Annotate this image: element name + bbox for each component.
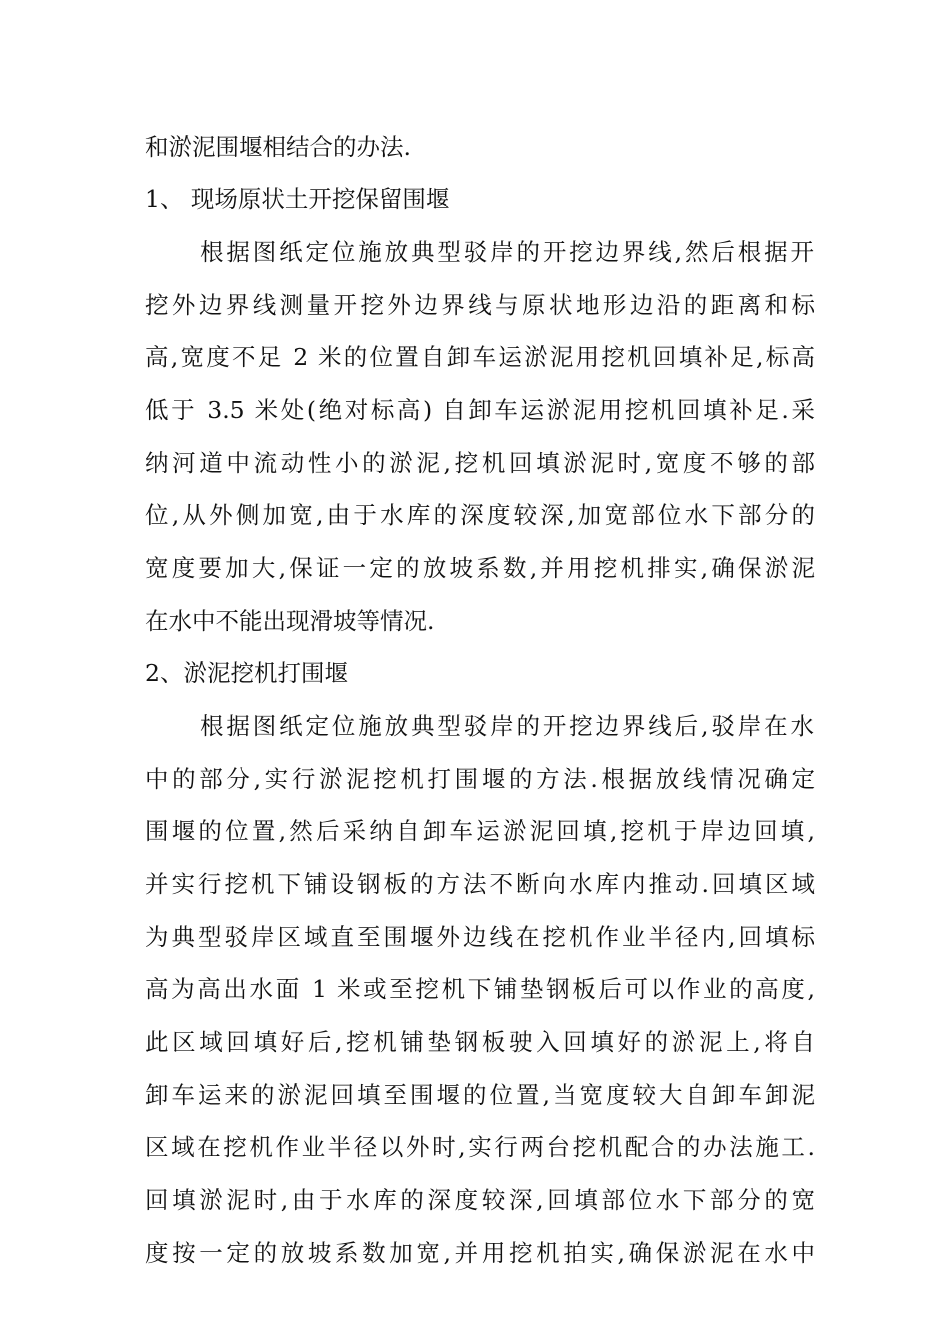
text-line: 中的部分,实行淤泥挖机打围堰的方法.根据放线情况确定 <box>145 765 815 793</box>
text-line: 根据图纸定位施放典型驳岸的开挖边界线后,驳岸在水 <box>200 712 814 740</box>
text-line: 高,宽度不足 2 米的位置自卸车运淤泥用挖机回填补足,标高 <box>145 343 815 371</box>
text-line: 为典型驳岸区域直至围堰外边线在挖机作业半径内,回填标 <box>145 923 815 951</box>
text-line: 卸车运来的淤泥回填至围堰的位置,当宽度较大自卸车卸泥 <box>145 1081 815 1109</box>
text-line: 挖外边界线测量开挖外边界线与原状地形边沿的距离和标 <box>145 291 815 319</box>
text-line: 并实行挖机下铺设钢板的方法不断向水库内推动.回填区域 <box>145 870 815 898</box>
section-heading-1: 1、 现场原状土开挖保留围堰 <box>145 185 450 213</box>
text-line: 度按一定的放坡系数加宽,并用挖机拍实,确保淤泥在水中 <box>145 1239 815 1267</box>
text-line: 围堰的位置,然后采纳自卸车运淤泥回填,挖机于岸边回填, <box>145 817 815 845</box>
text-line: 区域在挖机作业半径以外时,实行两台挖机配合的办法施工. <box>145 1133 815 1161</box>
text-line: 位,从外侧加宽,由于水库的深度较深,加宽部位水下部分的 <box>145 501 815 529</box>
section-heading-2: 2、淤泥挖机打围堰 <box>145 659 348 687</box>
text-line: 和淤泥围堰相结合的办法. <box>145 133 411 161</box>
text-line: 此区域回填好后,挖机铺垫钢板驶入回填好的淤泥上,将自 <box>145 1028 815 1056</box>
text-line: 在水中不能出现滑坡等情况. <box>145 607 435 635</box>
text-line: 根据图纸定位施放典型驳岸的开挖边界线,然后根据开 <box>200 238 814 266</box>
text-line: 宽度要加大,保证一定的放坡系数,并用挖机排实,确保淤泥 <box>145 554 815 582</box>
text-line: 高为高出水面 1 米或至挖机下铺垫钢板后可以作业的高度, <box>145 975 815 1003</box>
text-line: 回填淤泥时,由于水库的深度较深,回填部位水下部分的宽 <box>145 1186 815 1214</box>
text-line: 纳河道中流动性小的淤泥,挖机回填淤泥时,宽度不够的部 <box>145 449 815 477</box>
text-line: 低于 3.5 米处(绝对标高) 自卸车运淤泥用挖机回填补足.采 <box>145 396 815 424</box>
